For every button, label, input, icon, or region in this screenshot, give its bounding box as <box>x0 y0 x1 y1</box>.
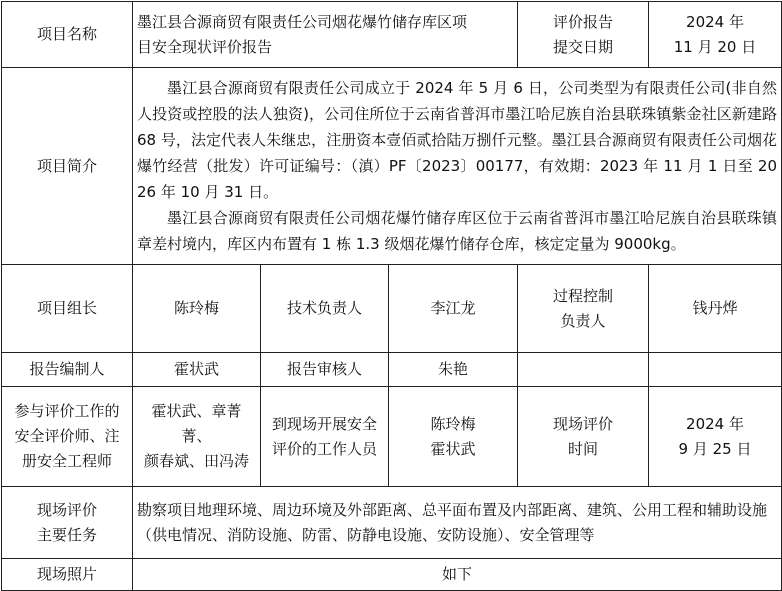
submit-date-value: 2024 年 11 月 20 日 <box>649 2 782 68</box>
evaluation-info-table <box>1 1 782 591</box>
writer-label: 报告编制人 <box>2 353 133 387</box>
main-tasks-text: 勘察项目地理环境、周边环境及外部距离、总平面布置及内部距离、建筑、公用工程和辅助设施（供电情况、消防设施、防雷、防静电设施、安防设施）、安全管理等 <box>133 487 782 559</box>
project-name-row <box>2 2 782 68</box>
participants-row <box>2 387 782 487</box>
onsite-staff-names: 陈玲梅 霍状武 <box>389 387 518 487</box>
onsite-staff-label: 到现场开展安全 评价的工作人员 <box>261 387 389 487</box>
project-intro-text <box>133 68 782 265</box>
site-photos-value: 如下 <box>133 559 782 591</box>
process-control-name: 钱丹烨 <box>649 265 782 353</box>
site-photos-row <box>2 559 782 591</box>
intro-paragraph-2: 墨江县合源商贸有限责任公司烟花爆竹储存库区位于云南省普洱市墨江哈尼族自治县联珠镇章差村境内，库区内布置有 1 栋 1.3 级烟花爆竹储存仓库，核定定量为 9000kg。 <box>137 209 778 253</box>
participants-label: 参与评价工作的 安全评价师、注 册安全工程师 <box>2 387 133 487</box>
process-control-label: 过程控制 负责人 <box>518 265 649 353</box>
tech-lead-label: 技术负责人 <box>261 265 389 353</box>
team-leader-row <box>2 265 782 353</box>
project-name-label: 项目名称 <box>2 2 133 68</box>
project-intro-label: 项目简介 <box>2 68 133 265</box>
leader-name: 陈玲梅 <box>133 265 261 353</box>
empty-cell <box>649 353 782 387</box>
submit-date-label: 评价报告 提交日期 <box>518 2 649 68</box>
empty-cell <box>518 353 649 387</box>
tech-lead-name: 李江龙 <box>389 265 518 353</box>
participants-names: 霍状武、章菁菁、 颜春斌、田冯涛 <box>133 387 261 487</box>
project-name-value: 墨江县合源商贸有限责任公司烟花爆竹储存库区项 目安全现状评价报告 <box>133 2 518 68</box>
reviewer-label: 报告审核人 <box>261 353 389 387</box>
reviewer-name: 朱艳 <box>389 353 518 387</box>
eval-time-value: 2024 年 9 月 25 日 <box>649 387 782 487</box>
site-photos-label: 现场照片 <box>2 559 133 591</box>
intro-paragraph-1: 墨江县合源商贸有限责任公司成立于 2024 年 5 月 6 日，公司类型为有限责任公司(非自然人投资或控股的法人独资)，公司住所位于云南省普洱市墨江哈尼族自治县联珠镇紫金社区新建路 68 号，法定代表人朱继忠，注册资本壹佰贰拾陆万捌仟元整。墨江县合源商贸有限责任公司烟花爆竹经营（批发）许可证编号：（滇）PF〔2023〕00177，有效期：2023 年 11 月 1 日至 2026 年 10 月 31 日。 <box>137 79 778 201</box>
eval-time-label: 现场评价 时间 <box>518 387 649 487</box>
main-tasks-row <box>2 487 782 559</box>
project-intro-row <box>2 68 782 265</box>
main-tasks-label: 现场评价 主要任务 <box>2 487 133 559</box>
writer-name: 霍状武 <box>133 353 261 387</box>
report-author-row <box>2 353 782 387</box>
leader-label: 项目组长 <box>2 265 133 353</box>
